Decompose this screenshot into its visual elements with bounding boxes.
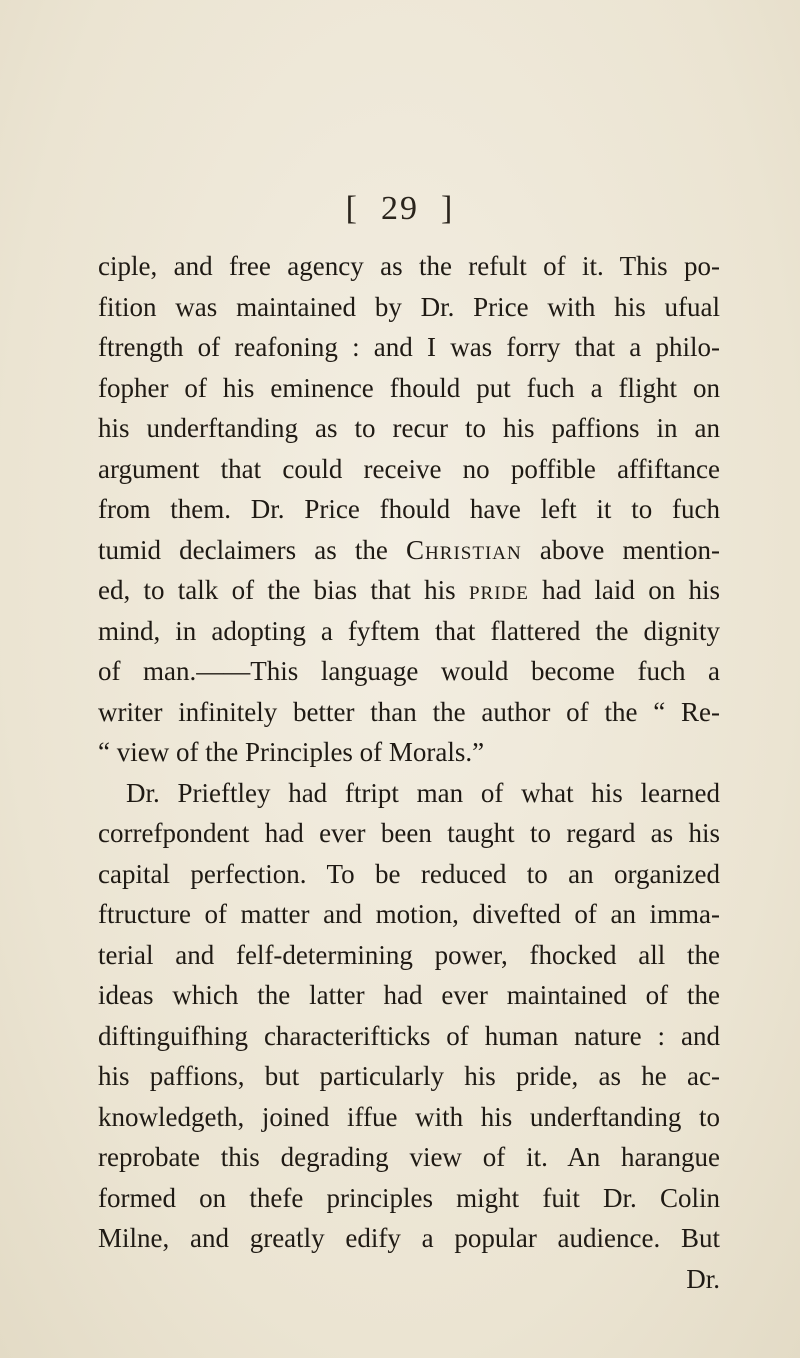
text-line: fopher of his eminence fhould put fuch a flight on xyxy=(98,372,720,403)
text-line: ed, to talk of the bias that his pride had laid on his xyxy=(98,575,720,605)
text-line: fition was maintained by Dr. Price with his ufual xyxy=(98,291,720,322)
text-line: ftructure of matter and motion, divefted of an imma- xyxy=(98,899,720,929)
text-line: tumid declaimers as the Christian above mention- xyxy=(98,534,720,565)
text-line: ftrength of reafoning : and I was forry that a philo- xyxy=(98,332,720,362)
bracket-open: [ xyxy=(345,190,359,227)
text-line: ideas which the latter had ever maintained of the xyxy=(98,980,720,1010)
text-line: mind, in adopting a fyftem that flattered the dignity xyxy=(98,615,720,646)
text-line: his paffions, but particularly his pride, as he ac- xyxy=(98,1061,720,1091)
page-number xyxy=(0,190,800,228)
text-line: writer infinitely better than the author of the “ Re- xyxy=(98,696,720,727)
text-line: from them. Dr. Price fhould have left it to fuch xyxy=(98,494,720,524)
text-line: Dr. Prieftley had ftript man of what his learned xyxy=(126,777,720,808)
text-line: ciple, and free agency as the refult of it. This po- xyxy=(98,251,720,281)
text-line: Milne, and greatly edify a popular audience. But xyxy=(98,1223,720,1253)
text-line: diftinguifhing characterifticks of human nature : and xyxy=(98,1020,720,1051)
text-line: argument that could receive no poffible affiftance xyxy=(98,453,720,484)
text-line: capital perfection. To be reduced to an organized xyxy=(98,858,720,889)
page-number-value: 29 xyxy=(381,190,419,227)
text-line: “ view of the Principles of Morals.” xyxy=(98,737,485,767)
text-line: his underftanding as to recur to his paffions in an xyxy=(98,413,720,443)
body-text xyxy=(98,246,720,1299)
small-caps-word: Christian xyxy=(406,534,522,565)
text-line: correfpondent had ever been taught to regard as his xyxy=(98,818,720,848)
text-line: reprobate this degrading view of it. An harangue xyxy=(98,1142,720,1172)
text-line: knowledgeth, joined iffue with his underftanding to xyxy=(98,1101,720,1132)
bracket-close: ] xyxy=(441,190,455,227)
text-line: formed on thefe principles might fuit Dr. Colin xyxy=(98,1182,720,1213)
catchword: Dr. xyxy=(686,1263,720,1294)
small-caps-word: pride xyxy=(468,575,529,605)
text-line: terial and felf-determining power, fhocked all the xyxy=(98,939,720,970)
text-line: of man.——This language would become fuch a xyxy=(98,656,720,686)
